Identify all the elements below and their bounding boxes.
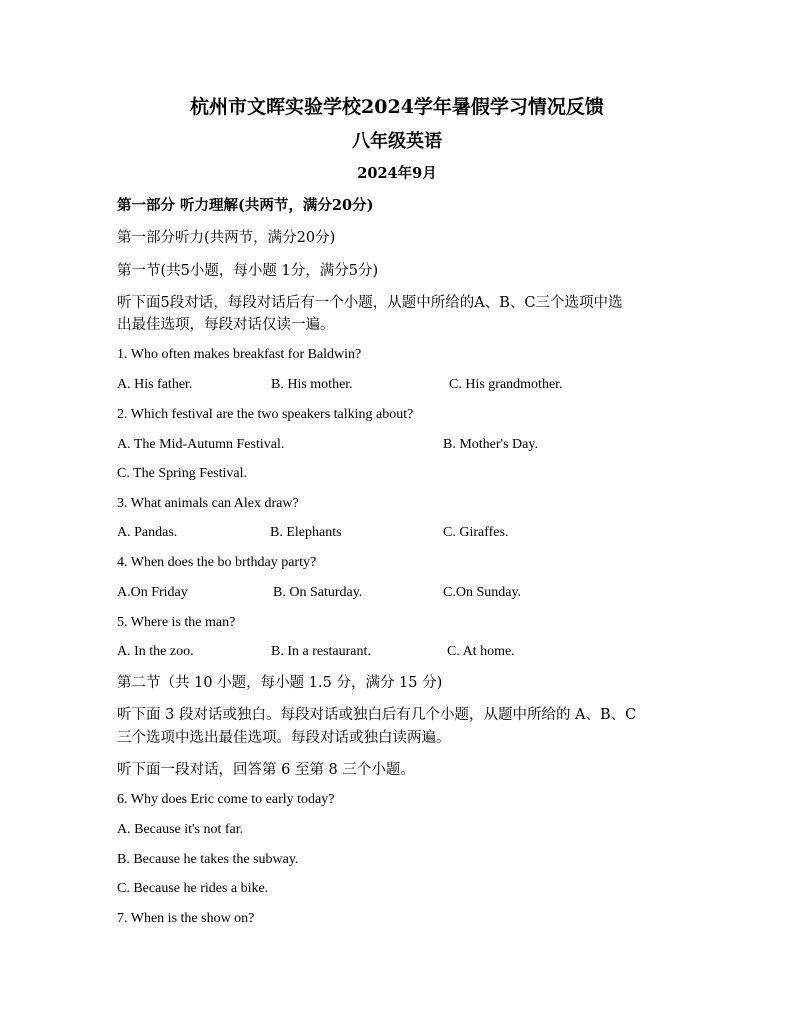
section2-prompt: 听下面一段对话，回答第 6 至第 8 三个小题。 bbox=[117, 762, 415, 778]
section2-instructions-line1: 听下面 3 段对话或独白。每段对话或独白后有几个小题，从题中所给的 A、B、C bbox=[117, 707, 637, 723]
section2-heading: 第二节（共 10 小题，每小题 1.5 分，满分 15 分) bbox=[117, 675, 443, 691]
q4-option-c: C.On Sunday. bbox=[443, 585, 522, 600]
question-6: 6. Why does Eric come to early today? bbox=[117, 792, 335, 807]
q1-option-a: A. His father. bbox=[117, 377, 193, 392]
part1-heading: 第一部分 听力理解(共两节，满分20分) bbox=[117, 197, 374, 214]
q4-option-a: A.On Friday bbox=[117, 585, 188, 600]
q5-option-c: C. At home. bbox=[447, 644, 515, 659]
q4-option-b: B. On Saturday. bbox=[273, 585, 363, 600]
q2-option-a: A. The Mid-Autumn Festival. bbox=[117, 437, 285, 452]
q6-option-b: B. Because he takes the subway. bbox=[117, 852, 299, 867]
q5-option-b: B. In a restaurant. bbox=[271, 644, 371, 659]
q6-option-c: C. Because he rides a bike. bbox=[117, 881, 269, 896]
question-5: 5. Where is the man? bbox=[117, 615, 236, 630]
q3-option-a: A. Pandas. bbox=[117, 525, 178, 540]
question-3: 3. What animals can Alex draw? bbox=[117, 496, 299, 511]
question-2: 2. Which festival are the two speakers talking about? bbox=[117, 407, 414, 422]
document-subtitle: 八年级英语 bbox=[352, 131, 442, 152]
q2-option-b: B. Mother's Day. bbox=[443, 437, 538, 452]
q6-option-a: A. Because it's not far. bbox=[117, 822, 244, 837]
q1-option-c: C. His grandmother. bbox=[449, 377, 563, 392]
q5-option-a: A. In the zoo. bbox=[117, 644, 194, 659]
section1-instructions-line1: 听下面5段对话，每段对话后有一个小题，从题中所给的A、B、C三个选项中选 bbox=[117, 295, 623, 311]
question-4: 4. When does the bo brthday party? bbox=[117, 555, 317, 570]
section1-instructions-line2: 出最佳选项，每段对话仅读一遍。 bbox=[117, 317, 335, 333]
document-title: 杭州市文晖实验学校2024学年暑假学习情况反馈 bbox=[190, 96, 604, 118]
question-7: 7. When is the show on? bbox=[117, 911, 255, 926]
q1-option-b: B. His mother. bbox=[271, 377, 353, 392]
q2-option-c: C. The Spring Festival. bbox=[117, 466, 248, 481]
part1-sub-heading: 第一部分听力(共两节，满分20分) bbox=[117, 230, 336, 246]
section2-instructions-line2: 三个选项中选出最佳选项。每段对话或独白读两遍。 bbox=[117, 730, 451, 746]
section1-heading: 第一节(共5小题，每小题 1分，满分5分) bbox=[117, 263, 379, 279]
q3-option-c: C. Giraffes. bbox=[443, 525, 509, 540]
q3-option-b: B. Elephants bbox=[270, 525, 342, 540]
question-1: 1. Who often makes breakfast for Baldwin? bbox=[117, 347, 362, 362]
document-date: 2024年9月 bbox=[357, 165, 437, 182]
